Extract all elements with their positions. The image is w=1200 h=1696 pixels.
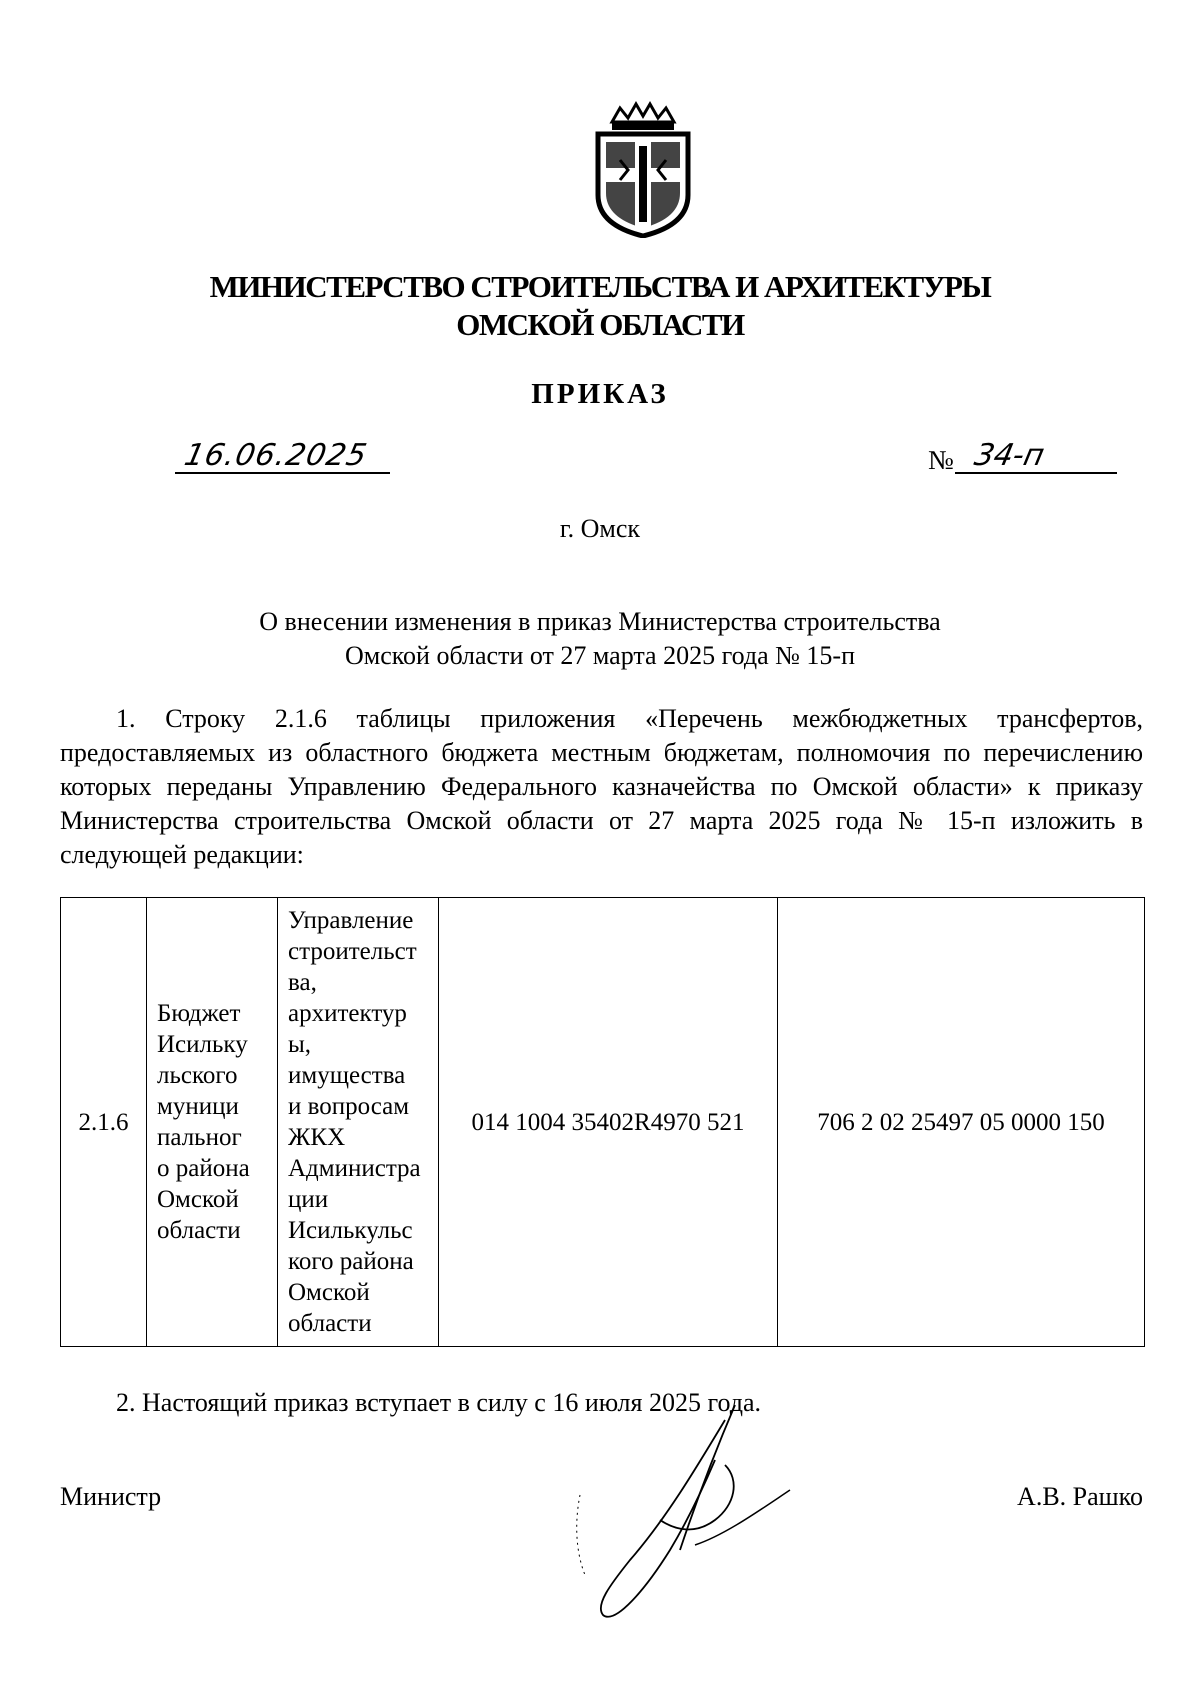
cell-line: Администра <box>288 1155 421 1182</box>
signatory-name: А.В. Рашко <box>1017 1482 1143 1511</box>
cell-line: о района <box>157 1155 250 1182</box>
handwritten-signature <box>575 1400 815 1630</box>
cell-line: Исилькульс <box>288 1217 413 1244</box>
cell-line: ва, <box>288 969 317 996</box>
order-number: 34-п <box>971 438 1048 473</box>
subject-line-1: О внесении изменения в приказ Министерства строительства <box>259 607 941 636</box>
cell-line: кого района <box>288 1248 414 1275</box>
cell-line: ы, <box>288 1031 312 1058</box>
revenue-code-cell: 706 2 02 25497 05 0000 150 <box>778 898 1145 1347</box>
order-title: ПРИКАЗ <box>531 378 669 410</box>
cell-line: области <box>288 1310 372 1337</box>
cell-line: Омской <box>288 1279 370 1306</box>
cell-line: и вопросам <box>288 1093 410 1120</box>
cell-line: Омской <box>157 1186 239 1213</box>
cell-line: Управление <box>288 907 414 934</box>
cell-line: имущества <box>288 1062 406 1089</box>
number-label: № <box>928 445 954 475</box>
transfers-table <box>60 897 1145 1347</box>
cell-line: области <box>157 1217 241 1244</box>
city: г. Омск <box>559 514 641 543</box>
subject-line-2: Омской области от 27 марта 2025 года № 15-п <box>344 641 856 670</box>
cell-line: строительст <box>288 938 417 965</box>
budget-cell <box>147 898 278 1347</box>
cell-line: Бюджет <box>157 1000 241 1027</box>
cell-line: муници <box>157 1093 239 1120</box>
table-row <box>61 898 1145 1347</box>
order-subject <box>150 605 1050 673</box>
recipient-cell <box>278 898 439 1347</box>
order-date: 16.06.2025 <box>181 438 371 473</box>
cell-line: пальног <box>157 1124 242 1151</box>
expense-code-cell: 014 1004 35402R4970 521 <box>439 898 778 1347</box>
cell-line: Исильку <box>157 1031 248 1058</box>
number-underline <box>955 472 1117 474</box>
ministry-name <box>150 268 1050 344</box>
row-number-cell: 2.1.6 <box>61 898 147 1347</box>
ministry-line-2: ОМСКОЙ ОБЛАСТИ <box>456 307 744 342</box>
cell-line: архитектур <box>288 1000 407 1027</box>
signatory-position: Министр <box>60 1482 162 1511</box>
paragraph-1: 1. Строку 2.1.6 таблицы приложения «Перечень межбюджетных трансфертов, предоставляемых из областного бюджета местным бюджетам, полномочия по перечислению которых переданы Управлению Федерального казначейства по Омской области» к приказу Министерства строительства Омской области от 27 марта 2025 года № 15-п изложить в следующей редакции: <box>60 704 1143 869</box>
paragraph-2: 2. Настоящий приказ вступает в силу с 16 июля 2025 года. <box>116 1388 762 1417</box>
cell-line: ции <box>288 1186 329 1213</box>
cell-line: льского <box>157 1062 238 1089</box>
cell-line: ЖКХ <box>288 1124 346 1151</box>
date-underline <box>175 472 390 474</box>
coat-of-arms-emblem <box>590 100 696 238</box>
ministry-line-1: МИНИСТЕРСТВО СТРОИТЕЛЬСТВА И АРХИТЕКТУРЫ <box>209 269 991 304</box>
